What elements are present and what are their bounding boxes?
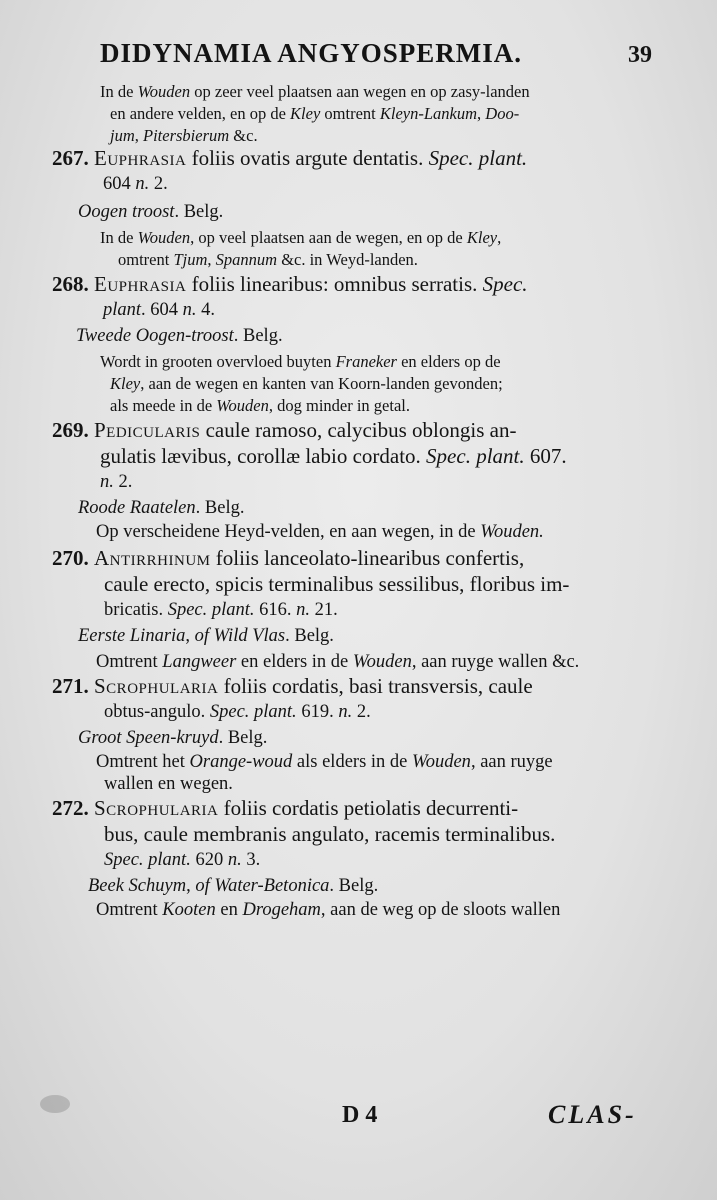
italic-text: Kley — [110, 374, 141, 393]
text-span: , dog minder in getal. — [268, 396, 410, 415]
text-span: . 604 — [141, 300, 183, 320]
text-span: , aan de weg op de sloots wallen — [320, 900, 561, 920]
entry-number: 272. — [52, 796, 94, 820]
text-span: . Belg. — [285, 626, 334, 646]
catchword: CLAS- — [548, 1100, 637, 1129]
text-span: 2. — [352, 702, 371, 722]
italic-text: Spec. plant. — [104, 850, 191, 870]
text-span: en andere velden, en op de — [110, 104, 291, 123]
text-span: caule erecto, spicis terminalibus sessilibus, floribus im- — [104, 572, 570, 596]
text-span: Omtrent het — [96, 752, 190, 772]
italic-text: n. — [100, 472, 114, 492]
italic-text: jum — [110, 126, 135, 145]
text-span: foliis ovatis argute dentatis. — [186, 146, 429, 170]
text-span: omtrent — [320, 104, 380, 123]
text-line — [110, 394, 410, 418]
text-span: 2. — [149, 174, 168, 194]
text-line — [96, 898, 560, 922]
italic-text: Wouden. — [480, 522, 544, 542]
italic-text: Kley — [290, 104, 321, 123]
entry-number: 267. — [52, 146, 94, 170]
text-span: 4. — [196, 300, 216, 320]
text-line — [88, 874, 378, 898]
italic-text: Spec. — [482, 272, 528, 296]
text-line — [110, 124, 258, 148]
italic-text: plant — [103, 300, 142, 320]
text-line — [100, 470, 132, 494]
text-span: , op veel plaatsen aan de wegen, en op de — [190, 228, 467, 247]
running-title: DIDYNAMIA ANGYOSPERMIA. — [100, 38, 523, 68]
italic-text: n. — [296, 600, 311, 620]
text-span: foliis linearibus: omnibus serratis. — [186, 272, 483, 296]
text-line — [103, 298, 215, 322]
italic-text: n. — [135, 174, 150, 194]
text-line — [52, 418, 516, 442]
entry-number: 269. — [52, 418, 94, 442]
text-span: Omtrent — [96, 652, 163, 672]
italic-text: Groot Speen-kruyd — [78, 728, 219, 748]
italic-text: Wouden — [412, 752, 471, 772]
text-span: In de — [100, 228, 138, 247]
italic-text: Tjum — [173, 250, 208, 269]
text-line — [104, 848, 260, 872]
text-span: , — [497, 228, 502, 247]
text-span: 616. — [254, 600, 297, 620]
text-span: . Belg. — [174, 202, 224, 222]
text-line — [104, 822, 555, 846]
ink-smudge — [40, 1095, 70, 1113]
text-span: en elders in de — [236, 652, 353, 672]
text-span: 619. — [296, 702, 339, 722]
italic-text: Kley — [466, 228, 498, 247]
text-line — [100, 350, 501, 374]
italic-text: Eerste Linaria — [78, 626, 186, 646]
genus-name: Pedicularis — [94, 418, 201, 442]
text-line — [104, 700, 371, 724]
text-span: Wordt in grooten overvloed buyten — [100, 352, 336, 371]
text-span: als elders in de — [292, 752, 412, 772]
text-span: . Belg. — [233, 326, 283, 346]
text-line — [78, 726, 267, 750]
text-span: . Belg. — [195, 498, 245, 518]
text-span: en elders op de — [396, 352, 501, 371]
italic-text: Spec. plant. — [167, 600, 255, 620]
genus-name: Scrophularia — [94, 796, 219, 820]
text-line — [96, 520, 544, 544]
text-line — [96, 650, 579, 674]
text-span: foliis cordatis, basi transversis, caule — [218, 674, 533, 698]
entry-number: 270. — [52, 546, 94, 570]
signature-mark: D 4 — [342, 1102, 378, 1128]
italic-text: Roode Raatelen — [78, 498, 196, 518]
text-span: , — [134, 126, 143, 145]
genus-name: Euphrasia — [94, 272, 187, 296]
text-line — [52, 674, 533, 698]
text-line — [110, 372, 503, 396]
italic-text: Orange-woud — [189, 752, 293, 772]
text-span: 607. — [524, 444, 567, 468]
genus-name: Scrophularia — [94, 674, 219, 698]
italic-text: Spec. plant. — [426, 444, 525, 468]
text-line — [52, 146, 527, 170]
text-line — [118, 248, 418, 272]
text-span: bus, caule membranis angulato, racemis terminalibus. — [104, 822, 556, 846]
text-span: op zeer veel plaatsen aan wegen en op zasy-landen — [190, 82, 530, 101]
text-span: , — [477, 104, 486, 123]
text-line — [52, 272, 528, 296]
text-span: , — [207, 250, 216, 269]
running-header — [100, 30, 660, 80]
text-span: . Belg. — [329, 876, 379, 896]
text-line — [103, 172, 168, 196]
text-span: Op verscheidene Heyd-velden, en aan wegen, in de — [96, 522, 481, 542]
text-line — [100, 80, 530, 104]
text-span: &c. — [229, 126, 258, 145]
italic-text: n. — [182, 300, 197, 320]
text-span: 604 — [103, 174, 136, 194]
italic-text: Spec. plant. — [428, 146, 528, 170]
italic-text: of Water-Betonica — [195, 876, 330, 896]
italic-text: Pitersbierum — [143, 126, 230, 145]
italic-text: n. — [338, 702, 353, 722]
text-line — [52, 796, 518, 820]
entry-number: 271. — [52, 674, 94, 698]
italic-text: Tweede Oogen-troost — [76, 326, 234, 346]
page-number: 39 — [628, 42, 652, 68]
text-span: 3. — [241, 850, 261, 870]
genus-name: Euphrasia — [94, 146, 187, 170]
text-span: , — [186, 876, 196, 896]
text-span: In de — [100, 82, 138, 101]
text-span: bricatis. — [104, 600, 168, 620]
text-span: &c. in Weyd-landen. — [277, 250, 418, 269]
italic-text: Oogen troost — [78, 202, 175, 222]
text-line — [100, 444, 567, 468]
text-span: caule ramoso, calycibus oblongis an- — [200, 418, 517, 442]
text-span: . Belg. — [218, 728, 268, 748]
italic-text: Doo- — [485, 104, 520, 123]
text-span: als meede in de — [110, 396, 217, 415]
italic-text: Spec. plant. — [209, 702, 297, 722]
italic-text: Spannum — [215, 250, 278, 269]
text-span: Omtrent — [96, 900, 163, 920]
text-line — [52, 546, 524, 570]
text-span: wallen en wegen. — [104, 774, 233, 794]
text-line — [76, 324, 283, 348]
text-line — [78, 200, 223, 224]
text-span: gulatis lævibus, corollæ labio cordato. — [100, 444, 427, 468]
text-span: en — [215, 900, 243, 920]
text-span: , aan ruyge — [470, 752, 553, 772]
text-line — [104, 572, 569, 596]
italic-text: Kleyn-Lankum — [379, 104, 478, 123]
genus-name: Antirrhinum — [94, 546, 211, 570]
italic-text: Langweer — [162, 652, 237, 672]
italic-text: Wouden — [137, 228, 191, 247]
text-span: omtrent — [118, 250, 174, 269]
text-span: foliis cordatis petiolatis decurrenti- — [218, 796, 519, 820]
text-span: , aan de wegen en kanten van Koorn-landen gevonden; — [140, 374, 503, 393]
text-span: foliis lanceolato-linearibus confertis, — [210, 546, 525, 570]
text-span: obtus-angulo. — [104, 702, 210, 722]
text-span: 21. — [310, 600, 338, 620]
italic-text: Wouden — [216, 396, 269, 415]
italic-text: Wouden — [352, 652, 412, 672]
text-line — [100, 226, 501, 250]
text-span: , aan ruyge wallen &c. — [411, 652, 580, 672]
text-span: 2. — [113, 472, 133, 492]
italic-text: Franeker — [335, 352, 397, 371]
italic-text: Drogeham — [242, 900, 321, 920]
italic-text: Beek Schuym — [88, 876, 187, 896]
text-span: , — [185, 626, 195, 646]
text-line — [104, 598, 338, 622]
italic-text: of Wild Vlas — [194, 626, 286, 646]
text-line — [78, 496, 244, 520]
text-line — [78, 624, 334, 648]
italic-text: Kooten — [162, 900, 216, 920]
italic-text: n. — [227, 850, 242, 870]
text-span: 620 — [190, 850, 228, 870]
text-line — [96, 750, 553, 774]
italic-text: Wouden — [137, 82, 191, 101]
text-line — [104, 772, 233, 796]
entry-number: 268. — [52, 272, 94, 296]
text-line — [110, 102, 519, 126]
